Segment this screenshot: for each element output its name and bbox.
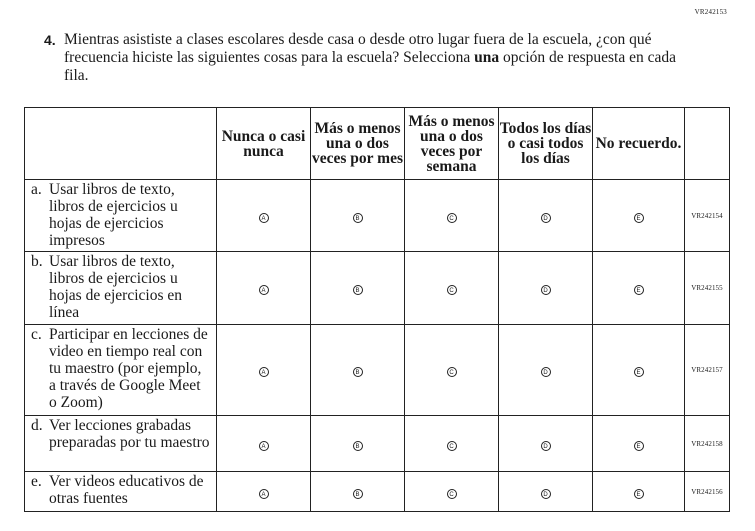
table-row [25, 416, 730, 472]
answer-bubble-b[interactable]: B [353, 367, 363, 377]
row-text: Ver lecciones grabadas preparadas por tu maestro [49, 417, 210, 451]
row-letter: b. [31, 253, 43, 270]
answer-cell [499, 325, 593, 416]
answer-bubble-d[interactable]: D [541, 489, 551, 499]
answer-bubble-c[interactable]: C [447, 213, 457, 223]
row-code: VR242155 [685, 252, 730, 325]
row-code: VR242154 [685, 180, 730, 252]
row-letter: a. [31, 181, 42, 198]
answer-cell [405, 252, 499, 325]
row-label [25, 180, 217, 252]
table-row [25, 180, 730, 252]
answer-cell [311, 416, 405, 472]
answer-bubble-d[interactable]: D [541, 285, 551, 295]
answer-bubble-e[interactable]: E [634, 213, 644, 223]
table-row [25, 252, 730, 325]
row-text: Usar libros de texto, libros de ejercicios u hojas de ejercicios en línea [49, 253, 182, 321]
answer-bubble-b[interactable]: B [353, 441, 363, 451]
answer-bubble-d[interactable]: D [541, 441, 551, 451]
answer-bubble-a[interactable]: A [259, 489, 269, 499]
answer-bubble-b[interactable]: B [353, 213, 363, 223]
answer-cell [217, 472, 311, 512]
answer-cell [499, 416, 593, 472]
row-text: Ver videos educativos de otras fuentes [49, 473, 204, 507]
answer-bubble-a[interactable]: A [259, 213, 269, 223]
answer-cell [217, 416, 311, 472]
row-label [25, 472, 217, 512]
answer-cell [499, 252, 593, 325]
header-row [25, 108, 730, 180]
answer-cell [311, 472, 405, 512]
answer-cell [405, 180, 499, 252]
answer-cell [311, 252, 405, 325]
answer-bubble-b[interactable]: B [353, 285, 363, 295]
question-emphasis: una [474, 49, 500, 66]
answer-bubble-a[interactable]: A [259, 441, 269, 451]
answer-cell [405, 416, 499, 472]
col-header-3: Más o menos una o dos veces por semana [405, 108, 499, 180]
answer-cell [593, 325, 685, 416]
answer-cell [311, 180, 405, 252]
row-label [25, 325, 217, 416]
row-letter: e. [31, 473, 42, 490]
header-code-blank [685, 108, 730, 180]
table-row [25, 325, 730, 416]
page-code: VR242153 [694, 8, 727, 16]
col-header-2: Más o menos una o dos veces por mes [311, 108, 405, 180]
header-blank [25, 108, 217, 180]
answer-cell [405, 325, 499, 416]
row-code: VR242156 [685, 472, 730, 512]
answer-bubble-d[interactable]: D [541, 367, 551, 377]
question-number: 4. [44, 32, 56, 48]
question-text: Mientras asististe a clases escolares desde casa o desde otro lugar fuera de la escuela, ¿con qué frecuencia hiciste las siguientes cosas para la escuela? Selecciona una opción de respuesta en cada fila. [64, 31, 677, 84]
answer-bubble-e[interactable]: E [634, 441, 644, 451]
answer-bubble-a[interactable]: A [259, 285, 269, 295]
row-label [25, 416, 217, 472]
answer-cell [593, 180, 685, 252]
answer-cell [593, 472, 685, 512]
answer-cell [217, 252, 311, 325]
answer-bubble-d[interactable]: D [541, 213, 551, 223]
response-grid [24, 107, 730, 512]
row-letter: c. [31, 326, 42, 343]
answer-cell [311, 325, 405, 416]
answer-cell [217, 180, 311, 252]
answer-cell [405, 472, 499, 512]
answer-cell [593, 252, 685, 325]
answer-bubble-c[interactable]: C [447, 285, 457, 295]
answer-cell [499, 472, 593, 512]
answer-cell [593, 416, 685, 472]
answer-bubble-e[interactable]: E [634, 285, 644, 295]
col-header-1: Nunca o casi nunca [217, 108, 311, 180]
answer-bubble-c[interactable]: C [447, 489, 457, 499]
answer-bubble-c[interactable]: C [447, 367, 457, 377]
answer-bubble-b[interactable]: B [353, 489, 363, 499]
row-letter: d. [31, 417, 43, 434]
answer-cell [217, 325, 311, 416]
row-code: VR242157 [685, 325, 730, 416]
answer-bubble-e[interactable]: E [634, 489, 644, 499]
row-code: VR242158 [685, 416, 730, 472]
question-4 [44, 31, 684, 85]
row-text: Usar libros de texto, libros de ejercicios u hojas de ejercicios impresos [49, 181, 178, 249]
answer-bubble-a[interactable]: A [259, 367, 269, 377]
answer-cell [499, 180, 593, 252]
col-header-4: Todos los días o casi todos los días [499, 108, 593, 180]
row-label [25, 252, 217, 325]
answer-bubble-e[interactable]: E [634, 367, 644, 377]
answer-bubble-c[interactable]: C [447, 441, 457, 451]
col-header-5: No recuerdo. [593, 108, 685, 180]
row-text: Participar en lecciones de video en tiempo real con tu maestro (por ejemplo, a través de Google Meet o Zoom) [49, 326, 208, 411]
table-row [25, 472, 730, 512]
